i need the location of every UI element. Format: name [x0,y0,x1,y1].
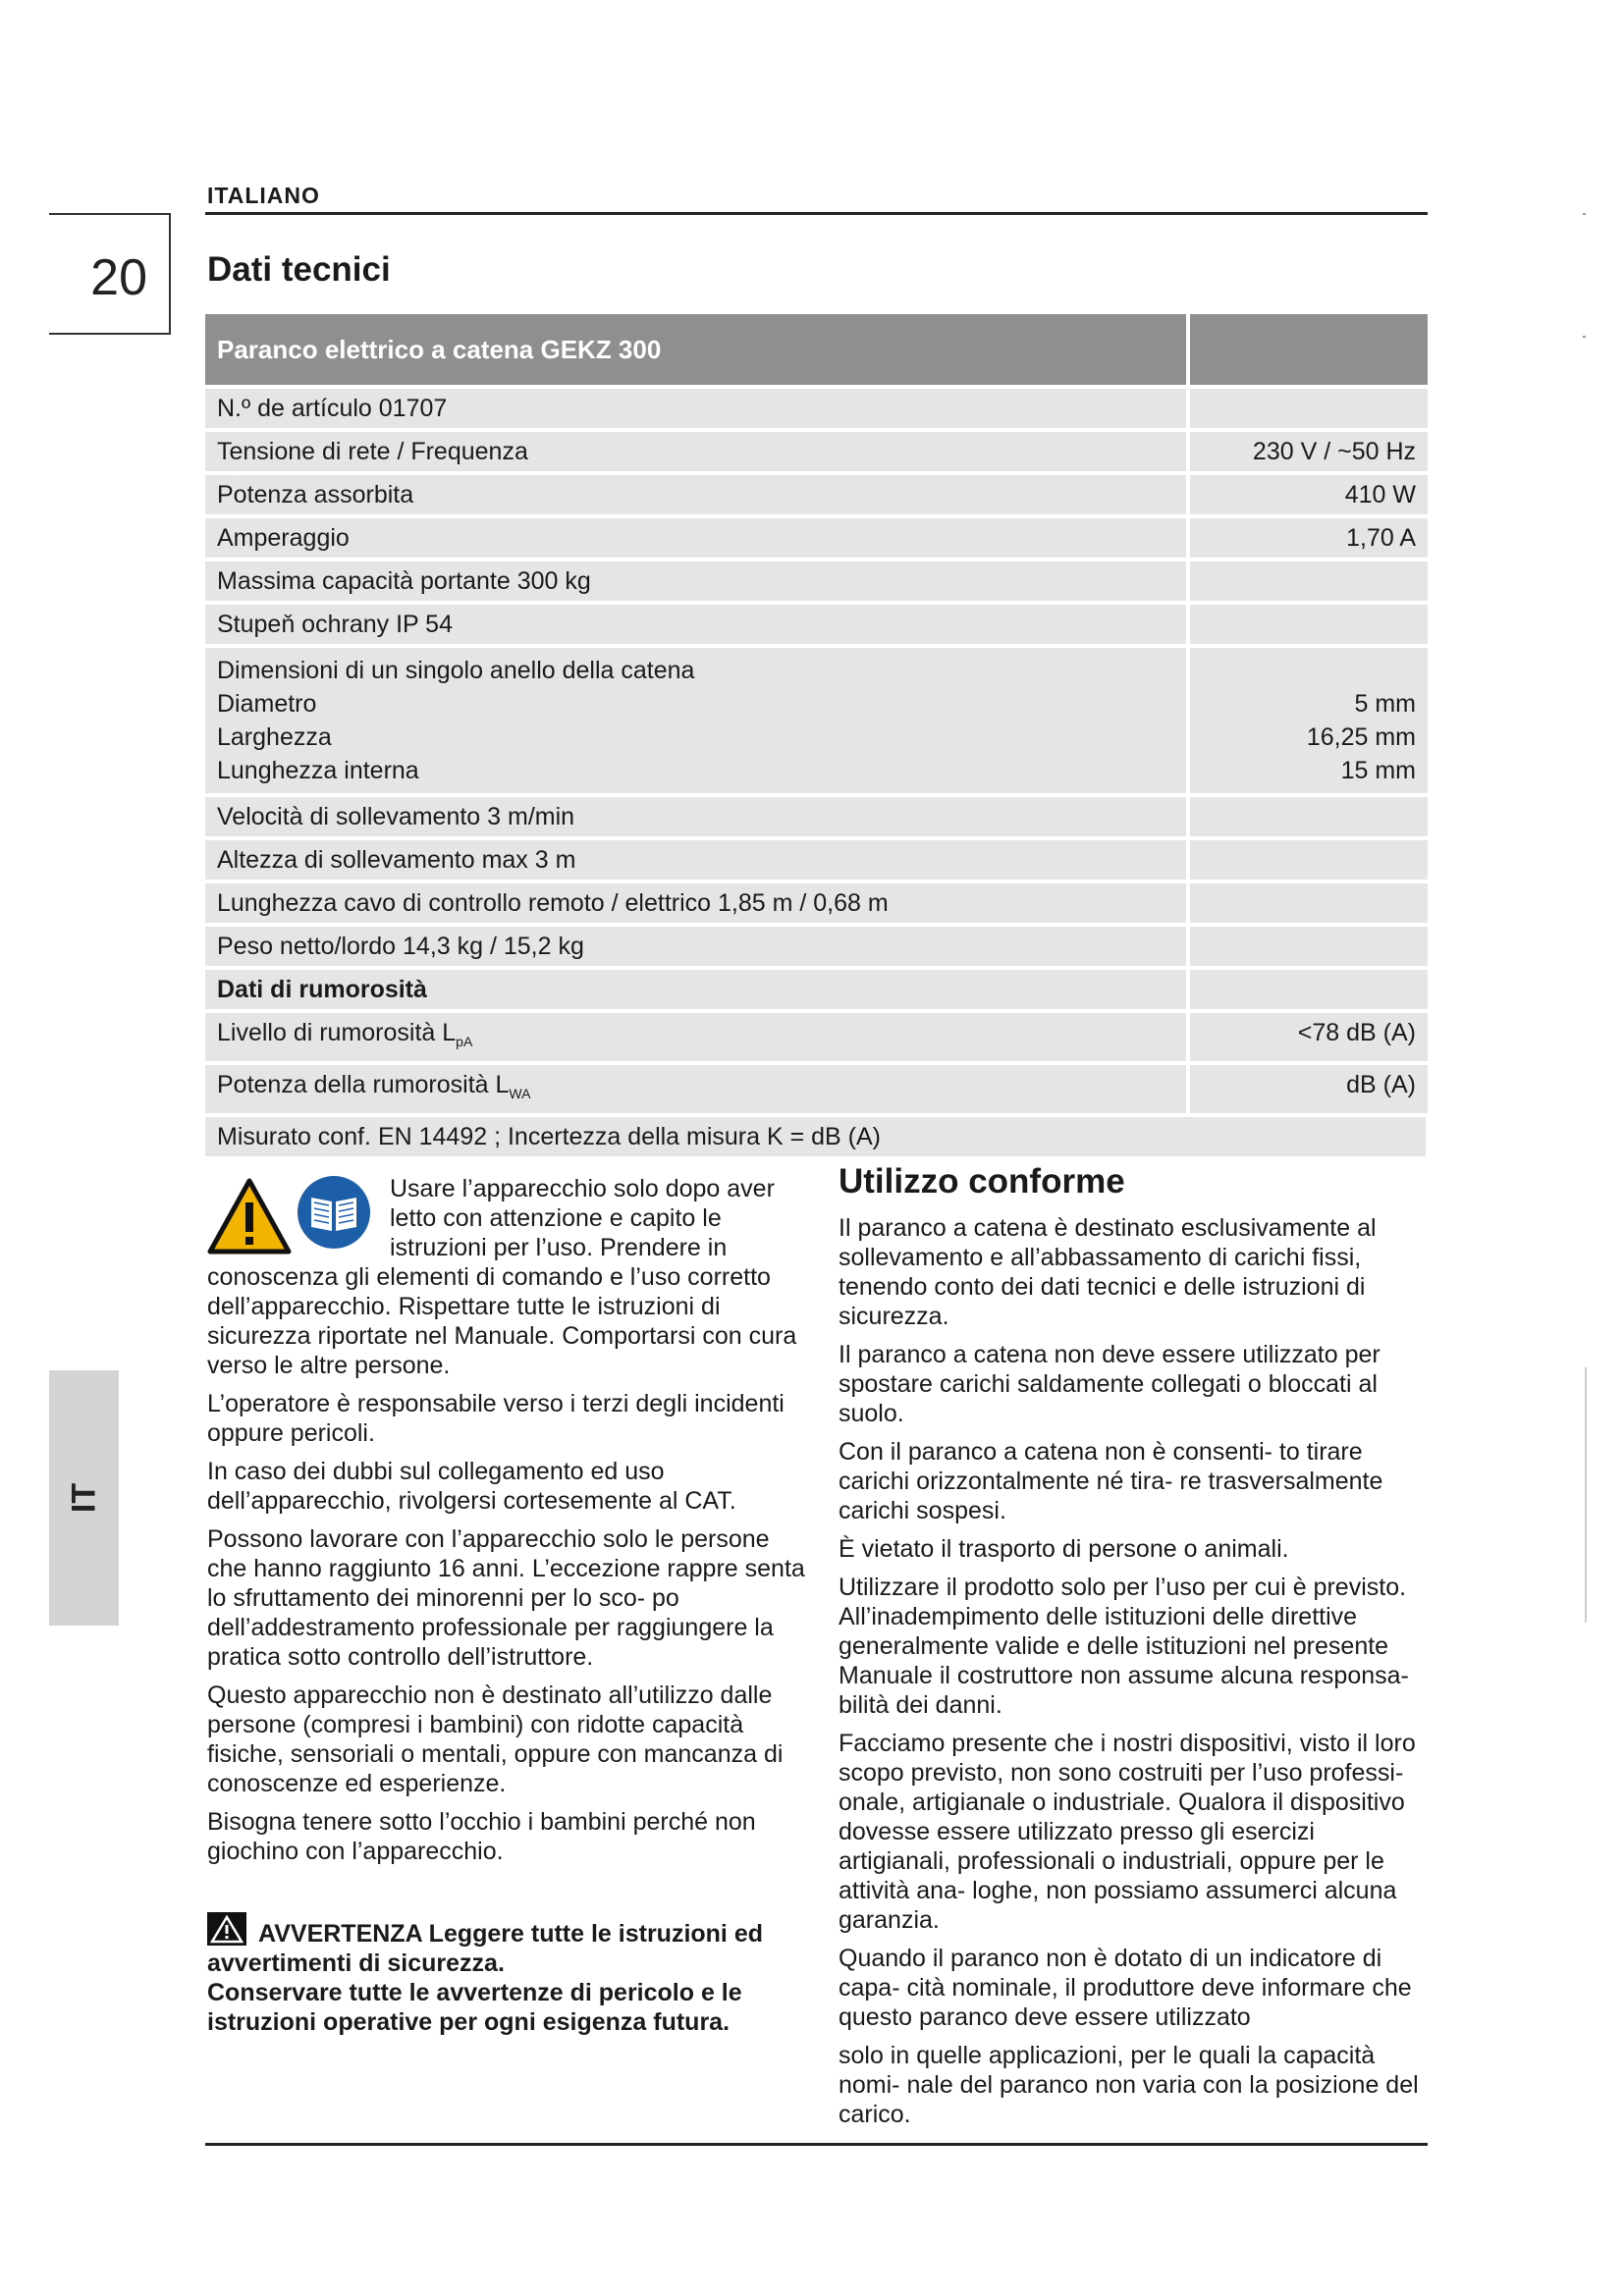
warning-lead: AVVERTENZA [258,1920,422,1948]
row-label [205,1011,1188,1063]
header-rule [205,212,1428,215]
page-number: 20 [90,249,147,306]
intended-use-paragraph: Facciamo presente che i nostri dispositivi, visto il loro scopo previsto, non sono costruiti per l’uso professi- onale, artigianale o industriale. Qualora il dispositivo dovesse essere utilizzato presso gli esercizi artigianali, professionali o industriali, oppure per le attività ana- loghe, non possiamo assumerci alcuna garanzia. [839,1730,1416,1934]
table-row-measurement [205,1115,1428,1156]
row-label: Velocità di sollevamento 3 m/min [205,795,1188,838]
safety-paragraph: Possono lavorare con l’apparecchio solo le persone che hanno raggiunto 16 anni. L’eccezione rappre senta lo sfruttamento dei minorenni per lo sco- po dell’addestramento professionale per raggiungere la pratica sotto controllo dell’istruttore. [207,1525,805,1671]
intended-use-paragraph: solo in quelle applicazioni, per le quali la capacità nomi- nale del paranco non varia con la posizione del carico. [839,2042,1419,2128]
chain-width-label: Larghezza [217,723,332,751]
safety-paragraph: Questo apparecchio non è destinato all’utilizzo dalle persone (compresi i bambini) con ridotte capacità fisiche, sensoriali o mentali, oppure con mancanza di conoscenze ed esperienze. [207,1682,784,1797]
margin-mark [1583,336,1586,338]
table-row [205,430,1428,473]
table-row [205,838,1428,881]
table-row [205,795,1428,838]
language-header: ITALIANO [207,183,320,208]
row-value [1188,925,1428,968]
row-value [1188,838,1428,881]
warning-line-1: Leggere tutte le istruzioni ed avvertimenti di sicurezza. [207,1920,763,1977]
intended-use-paragraph: Utilizzare il prodotto solo per l’uso per cui è previsto. All’inadempimento delle istituzioni delle direttive generalmente valide e delle istituzioni nel presente Manuale il costruttore non assume alcuna responsa- bilità dei danni. [839,1574,1409,1719]
measurement-note: Misurato conf. EN 14492 ; Incertezza della misura K = dB (A) [205,1115,1428,1156]
row-label: Potenza assorbita [205,473,1188,516]
chain-dimensions-label: Dimensioni di un singolo anello della catena [217,657,695,684]
row-label [205,646,1188,795]
table-row-noise-power [205,1063,1428,1115]
page-number-box [49,213,171,335]
row-value [1188,560,1428,603]
row-label [205,1063,1188,1115]
footer-rule [205,2143,1428,2146]
row-value [1188,968,1428,1011]
row-label: Lunghezza cavo di controllo remoto / elettrico 1,85 m / 0,68 m [205,881,1188,925]
intended-use-paragraph: È vietato il trasporto di persone o animali. [839,1535,1289,1563]
noise-power-value: dB (A) [1188,1063,1428,1115]
table-header-value [1188,314,1428,387]
row-value [1188,387,1428,430]
row-label: Tensione di rete / Frequenza [205,430,1188,473]
read-manual-icon [296,1174,372,1251]
row-value [1188,881,1428,925]
row-label: Stupeň ochrany IP 54 [205,603,1188,646]
row-label: N.º de artículo 01707 [205,387,1188,430]
safety-paragraph: Usare l’apparecchio solo dopo aver letto con attenzione e capito le istruzioni per l’uso. Prendere in conoscenza gli elementi di comando e l’uso corretto dell’apparecchio. Rispettare tutte le istruzioni di sicurezza riportate nel Manuale. Comportarsi con cura verso le altre persone. [207,1175,797,1379]
noise-heading: Dati di rumorosità [205,968,1188,1011]
safety-paragraph: L’operatore è responsabile verso i terzi degli incidenti oppure pericoli. [207,1390,785,1447]
warning-line-2: Conservare tutte le avvertenze di pericolo e le istruzioni operative per ogni esigenza futura. [207,1979,742,2036]
margin-mark [1585,1367,1587,1623]
intended-use-paragraph: Il paranco a catena è destinato esclusivamente al sollevamento e all’abbassamento di carichi fissi, tenendo conto dei dati tecnici e delle istruzioni di sicurezza. [839,1214,1377,1330]
safety-paragraph: Bisogna tenere sotto l’occhio i bambini perché non giochino con l’apparecchio. [207,1808,756,1865]
warning-block [207,1912,816,2037]
row-value [1188,795,1428,838]
table-row-chain-dimensions [205,646,1428,795]
language-side-tab-label: IT [65,1482,102,1514]
table-row-noise-heading [205,968,1428,1011]
intended-use-heading: Utilizzo conforme [839,1162,1125,1201]
chain-diameter-value: 5 mm [1354,690,1416,718]
intended-use-paragraph: Quando il paranco non è dotato di un indicatore di capa- cità nominale, il produttore deve informare che questo paranco deve essere utilizzato [839,1945,1412,2031]
row-value [1188,603,1428,646]
noise-power-subscript: WA [509,1086,531,1101]
margin-mark [1583,213,1586,215]
row-value: 410 W [1188,473,1428,516]
row-value: 1,70 A [1188,516,1428,560]
intended-use-column [839,1160,1428,2138]
noise-level-subscript: pA [456,1034,473,1049]
chain-dimensions-value [1202,654,1416,687]
chain-inner-length-label: Lunghezza interna [217,757,419,784]
warning-small-icon [207,1912,246,1946]
row-label: Amperaggio [205,516,1188,560]
table-row [205,881,1428,925]
table-row [205,560,1428,603]
warning-triangle-icon [207,1178,292,1255]
table-row [205,473,1428,516]
table-row-noise-level [205,1011,1428,1063]
table-header-row [205,314,1428,387]
row-label: Altezza di sollevamento max 3 m [205,838,1188,881]
row-value: 230 V / ~50 Hz [1188,430,1428,473]
noise-power-label: Potenza della rumorosità L [217,1071,510,1098]
intended-use-paragraph: Con il paranco a catena non è consenti- to tirare carichi orizzontalmente né tira- re trasversalmente carichi sospesi. [839,1438,1383,1524]
table-row [205,516,1428,560]
table-row [205,603,1428,646]
row-label: Massima capacità portante 300 kg [205,560,1188,603]
safety-paragraph: In caso dei dubbi sul collegamento ed uso dell’apparecchio, rivolgersi cortesemente al CAT. [207,1458,736,1515]
row-label: Peso netto/lordo 14,3 kg / 15,2 kg [205,925,1188,968]
chain-diameter-label: Diametro [217,690,317,718]
chain-inner-length-value: 15 mm [1340,757,1416,784]
spec-table [205,314,1430,1156]
chain-width-value: 16,25 mm [1306,723,1416,751]
row-value [1188,646,1428,795]
language-side-tab [49,1370,119,1626]
section-title: Dati tecnici [207,250,391,289]
safety-icons [207,1174,382,1260]
table-row [205,925,1428,968]
table-title: Paranco elettrico a catena GEKZ 300 [205,314,1188,387]
noise-level-value: <78 dB (A) [1188,1011,1428,1063]
noise-level-label: Livello di rumorosità L [217,1019,457,1046]
intended-use-paragraph: Il paranco a catena non deve essere utilizzato per spostare carichi saldamente collegati o bloccati al suolo. [839,1341,1380,1427]
table-row [205,387,1428,430]
safety-notes-column [207,1174,808,1875]
